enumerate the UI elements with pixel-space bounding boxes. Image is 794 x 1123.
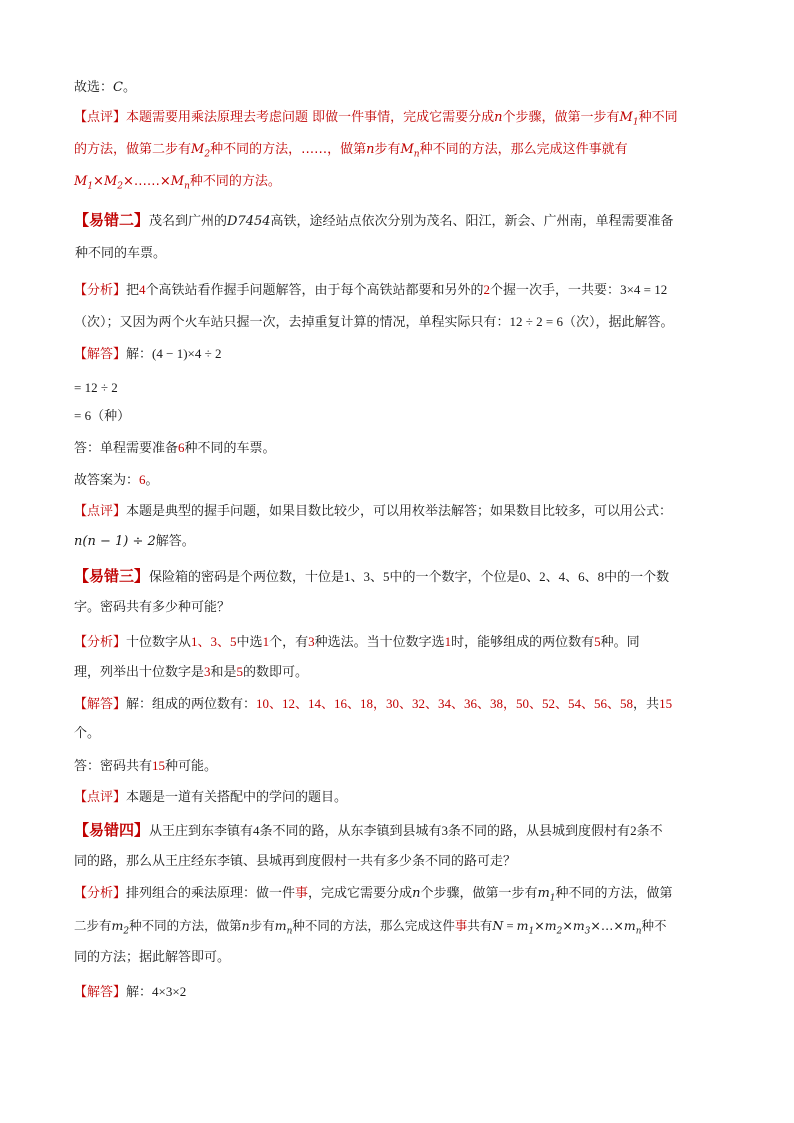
tag-solution: 【解答】: [74, 697, 127, 712]
text: （种）: [91, 409, 131, 424]
math-m: m: [544, 918, 557, 933]
math-M: M: [103, 174, 118, 189]
solution-2-line-1: [74, 338, 722, 371]
text: 字。密码共有多少种可能？: [74, 600, 231, 615]
text: 条不同的路，从东李镇到县城有: [259, 824, 442, 839]
text: 个。: [74, 726, 101, 741]
times-sign: ×: [93, 174, 104, 189]
math-n: n: [494, 110, 503, 125]
text: 种不同的方法，……，做第: [210, 142, 367, 157]
tag-comment: 【点评】: [74, 504, 127, 519]
text: 个步骤，做第一步有: [420, 886, 538, 901]
text: 个步骤，做第一步有: [502, 110, 620, 125]
answer-letter: C: [113, 80, 123, 95]
text: 种不同的方法，那么完成这件: [292, 918, 455, 933]
comment-line-1: [74, 102, 722, 134]
comment-2-line-1: [74, 496, 722, 528]
math-M: M: [191, 142, 205, 157]
text: 种。同: [600, 635, 640, 650]
text: 条不: [636, 824, 663, 839]
text: 共有: [467, 918, 493, 933]
text: 中选: [236, 635, 263, 650]
subscript: n: [286, 926, 293, 937]
text: 时，能够组成的两位数有: [451, 635, 595, 650]
text: 和是: [210, 665, 237, 680]
formula: (4 − 1)×4 ÷ 2: [152, 346, 222, 361]
text: 事: [454, 918, 468, 933]
subscript: 1: [549, 893, 556, 904]
math-M: M: [400, 142, 414, 157]
math-m: m: [572, 918, 585, 933]
formula: 3×4 = 12: [620, 282, 668, 297]
math-M: M: [74, 174, 88, 189]
analysis-3-line-1: [74, 626, 722, 659]
text: 种不同的方法。: [189, 174, 281, 189]
text: （次），据此解答。: [562, 315, 674, 330]
number: 3: [204, 664, 211, 679]
formula: = 6: [74, 408, 92, 423]
problem-2-line-1: [74, 204, 722, 238]
math-n: n: [412, 886, 421, 901]
text: 解：: [126, 985, 153, 1000]
text: 排列组合的乘法原理：做一件: [126, 886, 296, 901]
analysis-4-line-1: [74, 878, 722, 910]
number: 15: [659, 696, 673, 711]
tag-error-4: 【易错四】: [74, 821, 150, 839]
math-n: n: [241, 918, 250, 933]
analysis-4-line-3: [74, 942, 722, 974]
solution-4-line-1: [74, 976, 722, 1009]
number: 2: [630, 823, 637, 838]
text: 条不同的路，从县城到度假村有: [448, 824, 631, 839]
number: 1、3、5: [344, 569, 390, 584]
text: 步有: [374, 142, 401, 157]
math-m: m: [537, 886, 550, 901]
text: 的数即可。: [243, 665, 309, 680]
text: 本题需要用乘法原理去考虑问题 即做一件事情，完成它需要分成: [126, 110, 495, 125]
text: 十位数字从: [126, 635, 192, 650]
text: 种选法。当十位数字选: [314, 635, 445, 650]
text: 种不同的车票。: [75, 246, 167, 261]
number-list: 10、12、14、16、18，30、32、34、36、38，50、52、54、56、58: [256, 696, 634, 711]
number: 5: [594, 634, 601, 649]
comment-2-line-2: [74, 526, 722, 558]
analysis-3-line-2: [74, 656, 722, 689]
problem-3-line-2: [74, 592, 722, 624]
formula: n(n − 1) ÷ 2: [74, 534, 156, 549]
formula: 4×3×2: [152, 984, 187, 999]
text: 答：密码共有: [74, 759, 153, 774]
math-m: m: [623, 918, 636, 933]
text: 本题是一道有关搭配中的学问的题目。: [126, 790, 348, 805]
problem-4-line-1: [74, 814, 722, 848]
math-m: m: [516, 918, 529, 933]
times-sign: ×: [562, 918, 573, 933]
problem-4-line-2: [74, 846, 722, 878]
number: 15: [152, 758, 166, 773]
number: 3: [308, 634, 315, 649]
problem-3-line-1: [74, 560, 722, 594]
subscript: n: [413, 149, 420, 160]
tag-solution: 【解答】: [74, 347, 127, 362]
analysis-4-line-2: [74, 910, 722, 942]
text: 。: [145, 473, 159, 488]
text: 故选：: [74, 80, 114, 95]
number: 5: [236, 664, 244, 679]
number: 1、3、5: [191, 634, 237, 649]
times-sign: ×: [534, 918, 545, 933]
subscript: 1: [632, 117, 639, 128]
number: 1: [262, 634, 270, 649]
text: 种不同的方法，做第: [129, 918, 242, 933]
text: 种可能。: [165, 759, 218, 774]
formula: 12 ÷ 2 = 6: [509, 314, 563, 329]
math-m: m: [111, 918, 124, 933]
number: 6: [139, 472, 146, 487]
comment-line-2: [74, 134, 722, 166]
text: 步有: [249, 918, 275, 933]
text: 茂名到广州的: [149, 214, 228, 229]
tag-analysis: 【分析】: [74, 886, 127, 901]
train-code: D7454: [227, 214, 271, 229]
analysis-2-line-2: [74, 306, 722, 339]
subscript: 1: [528, 926, 535, 937]
number: 2: [483, 282, 491, 297]
text: 个高铁站看作握手问题解答，由于每个高铁站都要和另外的: [145, 283, 484, 298]
text: 理，列举出十位数字是: [74, 665, 205, 680]
comment-3-line: [74, 782, 722, 814]
tag-solution: 【解答】: [74, 985, 127, 1000]
text: 解答。: [155, 534, 195, 549]
text: 保险箱的密码是个两位数，十位是: [149, 570, 345, 585]
subscript: n: [184, 181, 190, 192]
tag-comment: 【点评】: [74, 110, 127, 125]
text: 种不同的车票。: [184, 441, 276, 456]
solution-2-line-3: [74, 400, 722, 433]
text: （次）；又因为两个火车站只握一次，去掉重复计算的情况，单程实际只有：: [74, 315, 510, 330]
text: 解：: [126, 347, 153, 362]
tag-analysis: 【分析】: [74, 635, 127, 650]
text: ，完成它需要分成: [308, 886, 413, 901]
solution-3-line-2: [74, 718, 722, 750]
text: 事: [295, 886, 309, 901]
answer-3-line: [74, 750, 722, 783]
number: 0、2、4、6、8: [519, 569, 605, 584]
text: ，共: [633, 697, 660, 712]
number: 6: [178, 440, 185, 455]
subscript: 2: [117, 181, 123, 192]
subscript: 3: [584, 926, 591, 937]
tag-error-2: 【易错二】: [74, 211, 150, 229]
subscript: 1: [87, 181, 94, 192]
text: 高铁，途经站点依次分别为茂名、阳江，新会、广州南，单程需要准备: [270, 214, 674, 229]
subscript: 2: [123, 926, 130, 937]
conclusion-line-1: [74, 72, 722, 104]
text: 中的一个数字，个位是: [389, 570, 520, 585]
tag-analysis: 【分析】: [74, 283, 127, 298]
text: 答：单程需要准备: [74, 441, 179, 456]
math-M: M: [170, 174, 185, 189]
text: 个握一次手，一共要：: [490, 283, 621, 298]
times-sign: ×……×: [123, 174, 171, 189]
text: 本题是典型的握手问题，如果目数比较少，可以用枚举法解答；如果数目比较多，可以用公式：: [126, 504, 673, 519]
problem-2-line-2: [74, 238, 722, 270]
equals-sign: =: [503, 919, 517, 933]
comment-line-3: [74, 166, 722, 198]
text: 二步有: [74, 918, 112, 933]
math-m: m: [274, 918, 287, 933]
text: 同的方法；据此解答即可。: [74, 950, 231, 965]
text: 把: [126, 283, 140, 298]
final-answer-2-line: [74, 464, 722, 497]
text: 解：组成的两位数有：: [126, 697, 257, 712]
math-N: N: [492, 918, 504, 933]
text: 的方法，做第二步有: [74, 142, 192, 157]
times-sign: ×…×: [590, 918, 624, 933]
math-M: M: [619, 110, 633, 125]
text: 个，有: [269, 635, 309, 650]
text: 种不同的方法，那么完成这件事就有: [419, 142, 628, 157]
number: 1: [444, 634, 452, 649]
subscript: 2: [556, 926, 563, 937]
text: 种不同: [638, 110, 678, 125]
number: 4: [139, 282, 146, 297]
text: 种不: [641, 918, 667, 933]
text: 从王庄到东李镇有: [149, 824, 254, 839]
subscript: n: [635, 926, 642, 937]
formula: = 12 ÷ 2: [74, 380, 118, 395]
text: 。: [122, 80, 136, 95]
number: 3: [441, 823, 449, 838]
tag-comment: 【点评】: [74, 790, 127, 805]
answer-2-line: [74, 432, 722, 465]
text: 故答案为：: [74, 473, 140, 488]
text: 种不同的方法，做第: [555, 886, 673, 901]
solution-3-line-1: [74, 688, 722, 721]
number: 4: [253, 823, 260, 838]
subscript: 2: [204, 149, 211, 160]
math-n: n: [366, 142, 375, 157]
analysis-2-line-1: [74, 274, 722, 307]
text: 同的路，那么从王庄经东李镇、县城再到度假村一共有多少条不同的路可走？: [74, 854, 517, 869]
text: 中的一个数: [604, 570, 670, 585]
tag-error-3: 【易错三】: [74, 567, 150, 585]
